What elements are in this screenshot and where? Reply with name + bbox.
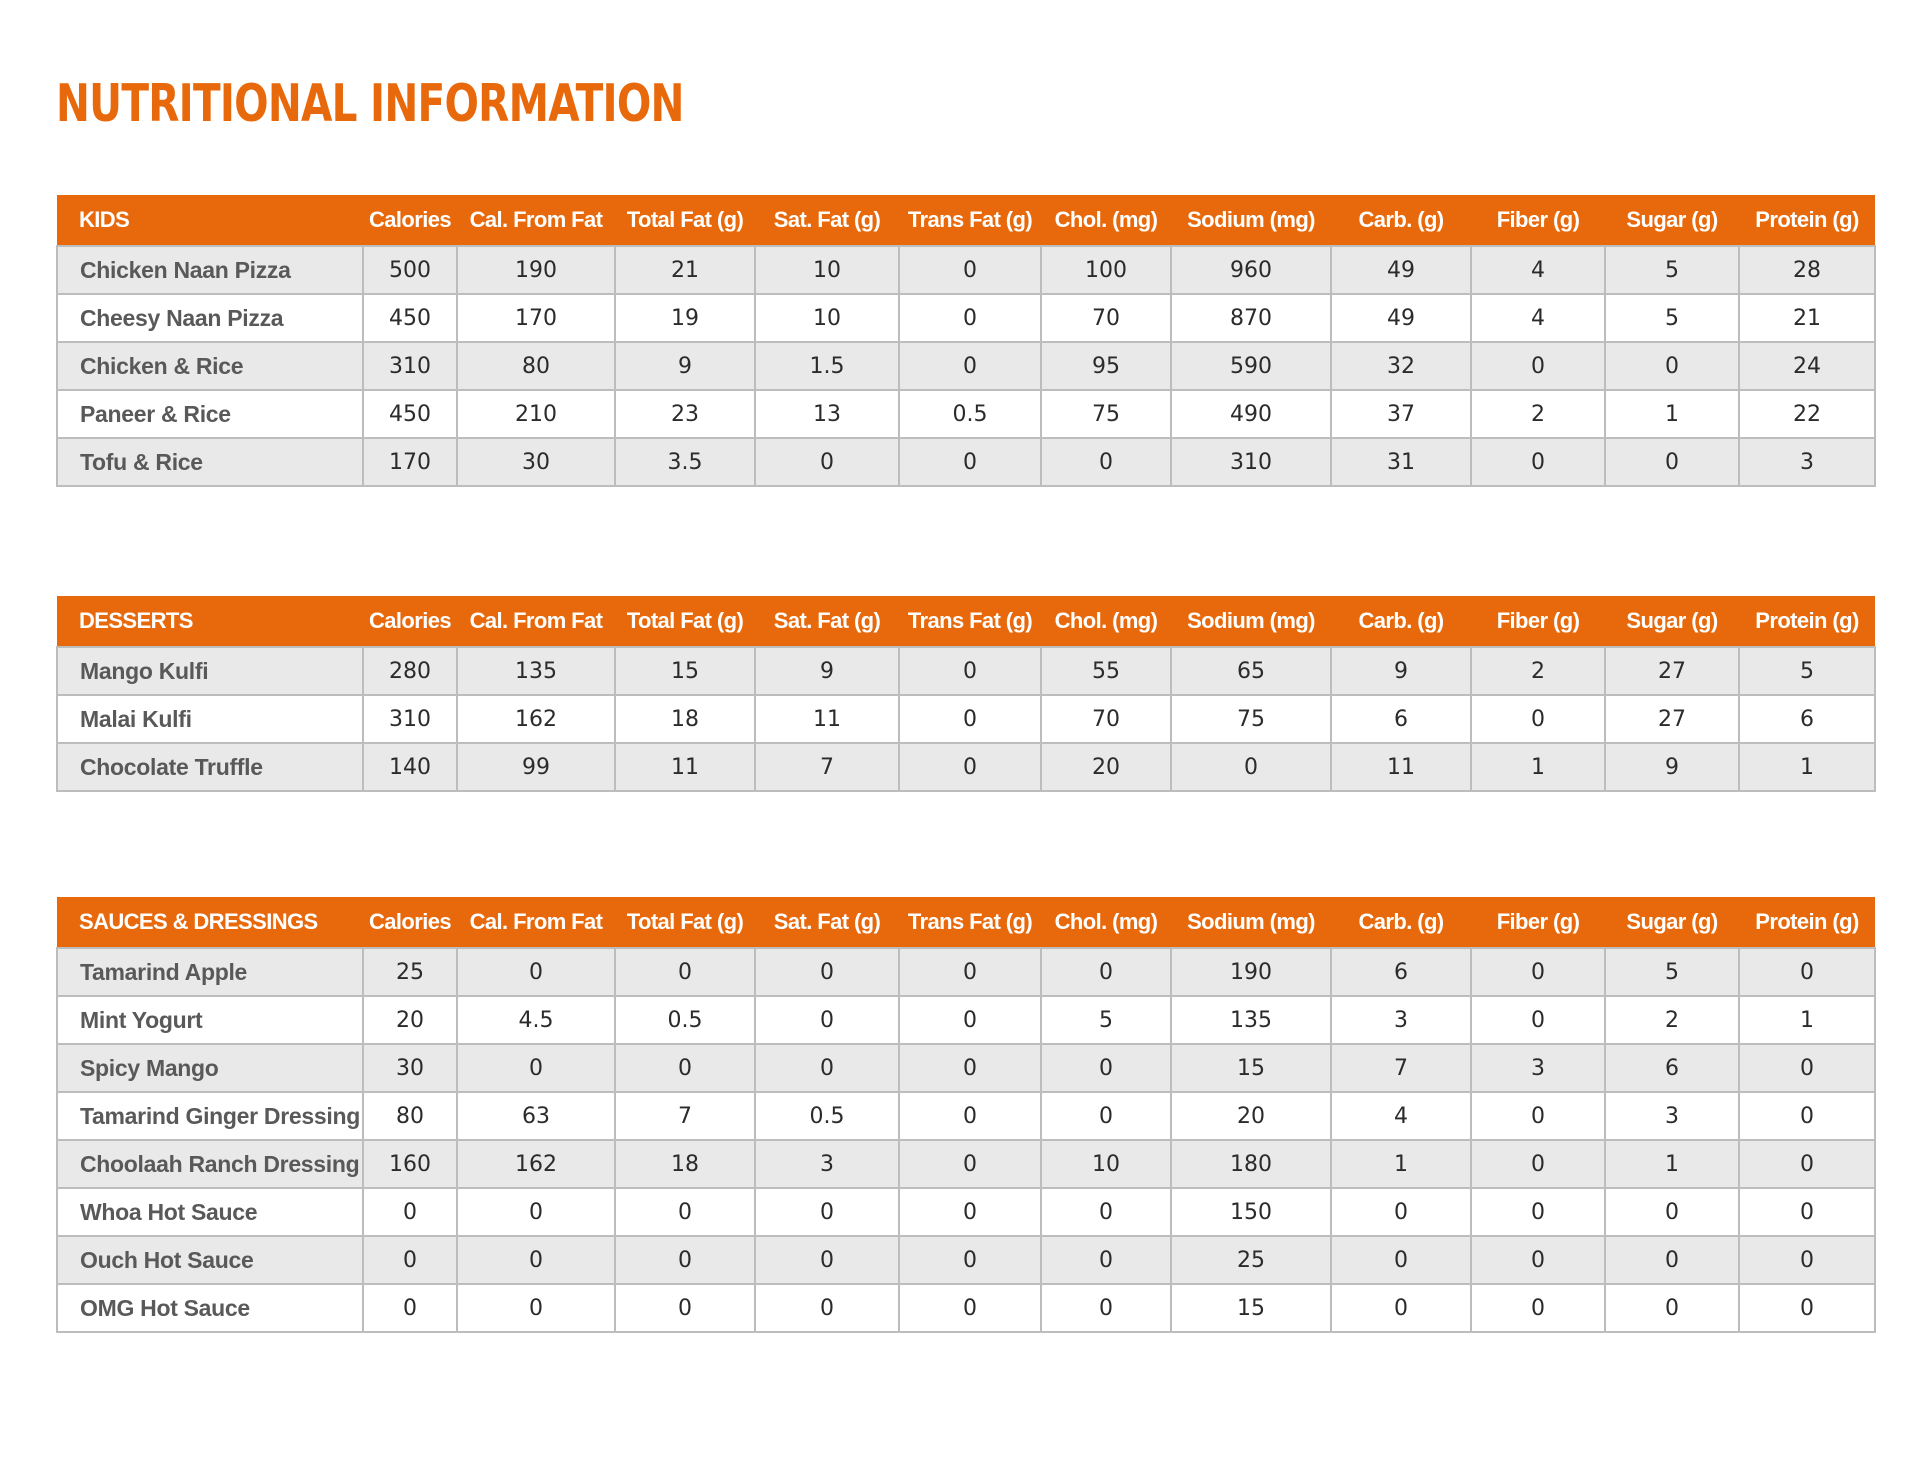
item-name: Chicken & Rice (57, 342, 363, 390)
value-total-fat-g: 0 (615, 1236, 755, 1284)
value-total-fat-g: 15 (615, 647, 755, 695)
section-title: SAUCES & DRESSINGS (57, 897, 363, 948)
value-sat-fat-g: 0 (755, 948, 899, 996)
value-chol-mg: 20 (1041, 743, 1171, 791)
value-sat-fat-g: 0 (755, 438, 899, 486)
value-protein-g: 3 (1739, 438, 1875, 486)
value-calories: 160 (363, 1140, 457, 1188)
value-calories: 0 (363, 1236, 457, 1284)
value-trans-fat-g: 0 (899, 1188, 1041, 1236)
header-row (57, 596, 1875, 647)
table-row (57, 1140, 1875, 1188)
value-sodium-mg: 960 (1171, 246, 1331, 294)
value-sat-fat-g: 3 (755, 1140, 899, 1188)
value-fiber-g: 0 (1471, 1140, 1605, 1188)
value-protein-g: 22 (1739, 390, 1875, 438)
value-protein-g: 0 (1739, 1140, 1875, 1188)
value-sat-fat-g: 10 (755, 246, 899, 294)
value-sugar-g: 9 (1605, 743, 1739, 791)
value-fiber-g: 0 (1471, 1236, 1605, 1284)
value-sodium-mg: 180 (1171, 1140, 1331, 1188)
value-calories: 20 (363, 996, 457, 1044)
value-fiber-g: 0 (1471, 1188, 1605, 1236)
value-total-fat-g: 18 (615, 1140, 755, 1188)
column-header-sat-fat-g: Sat. Fat (g) (755, 195, 899, 246)
value-sugar-g: 0 (1605, 438, 1739, 486)
value-sat-fat-g: 0 (755, 1188, 899, 1236)
value-sat-fat-g: 0 (755, 1236, 899, 1284)
value-chol-mg: 0 (1041, 1044, 1171, 1092)
value-cal-from-fat: 4.5 (457, 996, 615, 1044)
value-chol-mg: 75 (1041, 390, 1171, 438)
value-protein-g: 21 (1739, 294, 1875, 342)
value-total-fat-g: 0 (615, 1284, 755, 1332)
column-header-calories: Calories (363, 897, 457, 948)
value-sodium-mg: 20 (1171, 1092, 1331, 1140)
value-trans-fat-g: 0 (899, 647, 1041, 695)
value-sat-fat-g: 1.5 (755, 342, 899, 390)
column-header-protein-g: Protein (g) (1739, 596, 1875, 647)
value-sodium-mg: 65 (1171, 647, 1331, 695)
value-sugar-g: 5 (1605, 246, 1739, 294)
value-sodium-mg: 75 (1171, 695, 1331, 743)
value-sodium-mg: 135 (1171, 996, 1331, 1044)
value-sat-fat-g: 0.5 (755, 1092, 899, 1140)
item-name: Whoa Hot Sauce (57, 1188, 363, 1236)
value-fiber-g: 0 (1471, 695, 1605, 743)
table-row (57, 438, 1875, 486)
value-carb-g: 7 (1331, 1044, 1471, 1092)
value-sugar-g: 27 (1605, 695, 1739, 743)
value-total-fat-g: 19 (615, 294, 755, 342)
value-chol-mg: 0 (1041, 1236, 1171, 1284)
value-chol-mg: 10 (1041, 1140, 1171, 1188)
value-carb-g: 0 (1331, 1188, 1471, 1236)
value-cal-from-fat: 80 (457, 342, 615, 390)
value-carb-g: 1 (1331, 1140, 1471, 1188)
value-calories: 140 (363, 743, 457, 791)
value-chol-mg: 70 (1041, 294, 1171, 342)
value-trans-fat-g: 0 (899, 996, 1041, 1044)
value-total-fat-g: 9 (615, 342, 755, 390)
column-header-cal-from-fat: Cal. From Fat (457, 596, 615, 647)
value-sugar-g: 5 (1605, 294, 1739, 342)
item-name: Tamarind Ginger Dressing (57, 1092, 363, 1140)
value-calories: 500 (363, 246, 457, 294)
value-sat-fat-g: 13 (755, 390, 899, 438)
value-trans-fat-g: 0 (899, 1284, 1041, 1332)
value-carb-g: 11 (1331, 743, 1471, 791)
value-trans-fat-g: 0 (899, 1044, 1041, 1092)
table-row (57, 1284, 1875, 1332)
column-header-fiber-g: Fiber (g) (1471, 596, 1605, 647)
value-sugar-g: 3 (1605, 1092, 1739, 1140)
value-trans-fat-g: 0 (899, 1140, 1041, 1188)
value-trans-fat-g: 0.5 (899, 390, 1041, 438)
value-cal-from-fat: 170 (457, 294, 615, 342)
value-carb-g: 31 (1331, 438, 1471, 486)
value-total-fat-g: 11 (615, 743, 755, 791)
value-sugar-g: 5 (1605, 948, 1739, 996)
column-header-sodium-mg: Sodium (mg) (1171, 897, 1331, 948)
value-protein-g: 0 (1739, 1236, 1875, 1284)
value-fiber-g: 0 (1471, 342, 1605, 390)
value-total-fat-g: 3.5 (615, 438, 755, 486)
section-title: KIDS (57, 195, 363, 246)
value-fiber-g: 2 (1471, 390, 1605, 438)
item-name: Tamarind Apple (57, 948, 363, 996)
value-sat-fat-g: 0 (755, 996, 899, 1044)
value-total-fat-g: 23 (615, 390, 755, 438)
value-calories: 80 (363, 1092, 457, 1140)
value-cal-from-fat: 0 (457, 1284, 615, 1332)
header-row (57, 897, 1875, 948)
value-cal-from-fat: 162 (457, 695, 615, 743)
value-calories: 280 (363, 647, 457, 695)
column-header-sat-fat-g: Sat. Fat (g) (755, 897, 899, 948)
value-carb-g: 9 (1331, 647, 1471, 695)
value-cal-from-fat: 190 (457, 246, 615, 294)
value-carb-g: 49 (1331, 246, 1471, 294)
value-sugar-g: 0 (1605, 1236, 1739, 1284)
value-cal-from-fat: 99 (457, 743, 615, 791)
column-header-chol-mg: Chol. (mg) (1041, 195, 1171, 246)
item-name: Mango Kulfi (57, 647, 363, 695)
value-fiber-g: 2 (1471, 647, 1605, 695)
value-cal-from-fat: 63 (457, 1092, 615, 1140)
value-sodium-mg: 15 (1171, 1284, 1331, 1332)
item-name: Malai Kulfi (57, 695, 363, 743)
value-sugar-g: 1 (1605, 1140, 1739, 1188)
value-sodium-mg: 0 (1171, 743, 1331, 791)
value-sugar-g: 6 (1605, 1044, 1739, 1092)
table-row (57, 1092, 1875, 1140)
value-cal-from-fat: 135 (457, 647, 615, 695)
value-carb-g: 49 (1331, 294, 1471, 342)
value-cal-from-fat: 210 (457, 390, 615, 438)
value-sodium-mg: 310 (1171, 438, 1331, 486)
sauces-dressings-table (56, 897, 1876, 1333)
value-total-fat-g: 21 (615, 246, 755, 294)
column-header-sodium-mg: Sodium (mg) (1171, 195, 1331, 246)
value-carb-g: 0 (1331, 1284, 1471, 1332)
column-header-carb-g: Carb. (g) (1331, 195, 1471, 246)
column-header-cal-from-fat: Cal. From Fat (457, 897, 615, 948)
column-header-fiber-g: Fiber (g) (1471, 897, 1605, 948)
value-cal-from-fat: 0 (457, 1236, 615, 1284)
item-name: Cheesy Naan Pizza (57, 294, 363, 342)
value-fiber-g: 4 (1471, 294, 1605, 342)
value-total-fat-g: 0 (615, 1044, 755, 1092)
value-sugar-g: 1 (1605, 390, 1739, 438)
value-sat-fat-g: 9 (755, 647, 899, 695)
value-sat-fat-g: 0 (755, 1044, 899, 1092)
column-header-sugar-g: Sugar (g) (1605, 897, 1739, 948)
item-name: Spicy Mango (57, 1044, 363, 1092)
value-sugar-g: 0 (1605, 342, 1739, 390)
value-trans-fat-g: 0 (899, 948, 1041, 996)
value-chol-mg: 0 (1041, 1188, 1171, 1236)
value-cal-from-fat: 0 (457, 1188, 615, 1236)
column-header-protein-g: Protein (g) (1739, 195, 1875, 246)
item-name: Ouch Hot Sauce (57, 1236, 363, 1284)
value-trans-fat-g: 0 (899, 743, 1041, 791)
table-row (57, 342, 1875, 390)
item-name: Mint Yogurt (57, 996, 363, 1044)
column-header-total-fat-g: Total Fat (g) (615, 195, 755, 246)
value-calories: 30 (363, 1044, 457, 1092)
column-header-sat-fat-g: Sat. Fat (g) (755, 596, 899, 647)
value-protein-g: 24 (1739, 342, 1875, 390)
value-cal-from-fat: 162 (457, 1140, 615, 1188)
value-sugar-g: 0 (1605, 1284, 1739, 1332)
value-fiber-g: 0 (1471, 1284, 1605, 1332)
value-chol-mg: 5 (1041, 996, 1171, 1044)
column-header-sugar-g: Sugar (g) (1605, 596, 1739, 647)
value-protein-g: 0 (1739, 1092, 1875, 1140)
value-calories: 450 (363, 390, 457, 438)
table-row (57, 390, 1875, 438)
value-sodium-mg: 870 (1171, 294, 1331, 342)
value-cal-from-fat: 30 (457, 438, 615, 486)
value-total-fat-g: 7 (615, 1092, 755, 1140)
column-header-cal-from-fat: Cal. From Fat (457, 195, 615, 246)
value-chol-mg: 0 (1041, 1092, 1171, 1140)
column-header-carb-g: Carb. (g) (1331, 596, 1471, 647)
value-protein-g: 0 (1739, 1284, 1875, 1332)
value-fiber-g: 0 (1471, 438, 1605, 486)
value-fiber-g: 4 (1471, 246, 1605, 294)
value-sodium-mg: 490 (1171, 390, 1331, 438)
value-protein-g: 5 (1739, 647, 1875, 695)
column-header-trans-fat-g: Trans Fat (g) (899, 596, 1041, 647)
value-sodium-mg: 590 (1171, 342, 1331, 390)
value-sodium-mg: 190 (1171, 948, 1331, 996)
item-name: Chocolate Truffle (57, 743, 363, 791)
table-row (57, 647, 1875, 695)
value-trans-fat-g: 0 (899, 438, 1041, 486)
value-total-fat-g: 0 (615, 1188, 755, 1236)
value-cal-from-fat: 0 (457, 948, 615, 996)
value-fiber-g: 3 (1471, 1044, 1605, 1092)
value-protein-g: 1 (1739, 743, 1875, 791)
value-trans-fat-g: 0 (899, 294, 1041, 342)
value-protein-g: 0 (1739, 1188, 1875, 1236)
value-sat-fat-g: 0 (755, 1284, 899, 1332)
value-sugar-g: 0 (1605, 1188, 1739, 1236)
kids-table (56, 195, 1876, 487)
value-protein-g: 0 (1739, 948, 1875, 996)
column-header-sugar-g: Sugar (g) (1605, 195, 1739, 246)
value-trans-fat-g: 0 (899, 695, 1041, 743)
value-cal-from-fat: 0 (457, 1044, 615, 1092)
section-title: DESSERTS (57, 596, 363, 647)
column-header-total-fat-g: Total Fat (g) (615, 596, 755, 647)
value-chol-mg: 0 (1041, 948, 1171, 996)
value-chol-mg: 70 (1041, 695, 1171, 743)
table-row (57, 1188, 1875, 1236)
value-sat-fat-g: 7 (755, 743, 899, 791)
value-carb-g: 4 (1331, 1092, 1471, 1140)
value-trans-fat-g: 0 (899, 342, 1041, 390)
desserts-table (56, 596, 1876, 792)
item-name: Chicken Naan Pizza (57, 246, 363, 294)
value-calories: 0 (363, 1284, 457, 1332)
table-row (57, 1236, 1875, 1284)
value-carb-g: 6 (1331, 948, 1471, 996)
value-protein-g: 1 (1739, 996, 1875, 1044)
value-protein-g: 0 (1739, 1044, 1875, 1092)
value-sodium-mg: 25 (1171, 1236, 1331, 1284)
value-total-fat-g: 0 (615, 948, 755, 996)
value-trans-fat-g: 0 (899, 1092, 1041, 1140)
value-calories: 310 (363, 342, 457, 390)
value-calories: 25 (363, 948, 457, 996)
value-fiber-g: 1 (1471, 743, 1605, 791)
table-row (57, 996, 1875, 1044)
column-header-protein-g: Protein (g) (1739, 897, 1875, 948)
value-sugar-g: 27 (1605, 647, 1739, 695)
value-carb-g: 6 (1331, 695, 1471, 743)
value-chol-mg: 55 (1041, 647, 1171, 695)
column-header-chol-mg: Chol. (mg) (1041, 897, 1171, 948)
column-header-sodium-mg: Sodium (mg) (1171, 596, 1331, 647)
table-row (57, 743, 1875, 791)
column-header-calories: Calories (363, 195, 457, 246)
column-header-trans-fat-g: Trans Fat (g) (899, 195, 1041, 246)
value-sodium-mg: 15 (1171, 1044, 1331, 1092)
value-sugar-g: 2 (1605, 996, 1739, 1044)
value-chol-mg: 100 (1041, 246, 1171, 294)
column-header-fiber-g: Fiber (g) (1471, 195, 1605, 246)
value-calories: 450 (363, 294, 457, 342)
value-carb-g: 37 (1331, 390, 1471, 438)
item-name: Paneer & Rice (57, 390, 363, 438)
value-protein-g: 28 (1739, 246, 1875, 294)
item-name: Tofu & Rice (57, 438, 363, 486)
value-sodium-mg: 150 (1171, 1188, 1331, 1236)
value-chol-mg: 0 (1041, 438, 1171, 486)
value-chol-mg: 0 (1041, 1284, 1171, 1332)
value-calories: 310 (363, 695, 457, 743)
value-trans-fat-g: 0 (899, 246, 1041, 294)
item-name: Choolaah Ranch Dressing (57, 1140, 363, 1188)
value-carb-g: 32 (1331, 342, 1471, 390)
value-calories: 170 (363, 438, 457, 486)
value-sat-fat-g: 11 (755, 695, 899, 743)
value-total-fat-g: 0.5 (615, 996, 755, 1044)
item-name: OMG Hot Sauce (57, 1284, 363, 1332)
value-carb-g: 3 (1331, 996, 1471, 1044)
table-row (57, 1044, 1875, 1092)
value-carb-g: 0 (1331, 1236, 1471, 1284)
value-trans-fat-g: 0 (899, 1236, 1041, 1284)
value-protein-g: 6 (1739, 695, 1875, 743)
value-chol-mg: 95 (1041, 342, 1171, 390)
value-fiber-g: 0 (1471, 948, 1605, 996)
column-header-trans-fat-g: Trans Fat (g) (899, 897, 1041, 948)
value-fiber-g: 0 (1471, 1092, 1605, 1140)
value-fiber-g: 0 (1471, 996, 1605, 1044)
value-total-fat-g: 18 (615, 695, 755, 743)
table-row (57, 246, 1875, 294)
column-header-total-fat-g: Total Fat (g) (615, 897, 755, 948)
table-row (57, 948, 1875, 996)
page-title: NUTRITIONAL INFORMATION (56, 74, 684, 134)
value-sat-fat-g: 10 (755, 294, 899, 342)
table-row (57, 695, 1875, 743)
table-row (57, 294, 1875, 342)
value-calories: 0 (363, 1188, 457, 1236)
column-header-calories: Calories (363, 596, 457, 647)
header-row (57, 195, 1875, 246)
column-header-chol-mg: Chol. (mg) (1041, 596, 1171, 647)
column-header-carb-g: Carb. (g) (1331, 897, 1471, 948)
